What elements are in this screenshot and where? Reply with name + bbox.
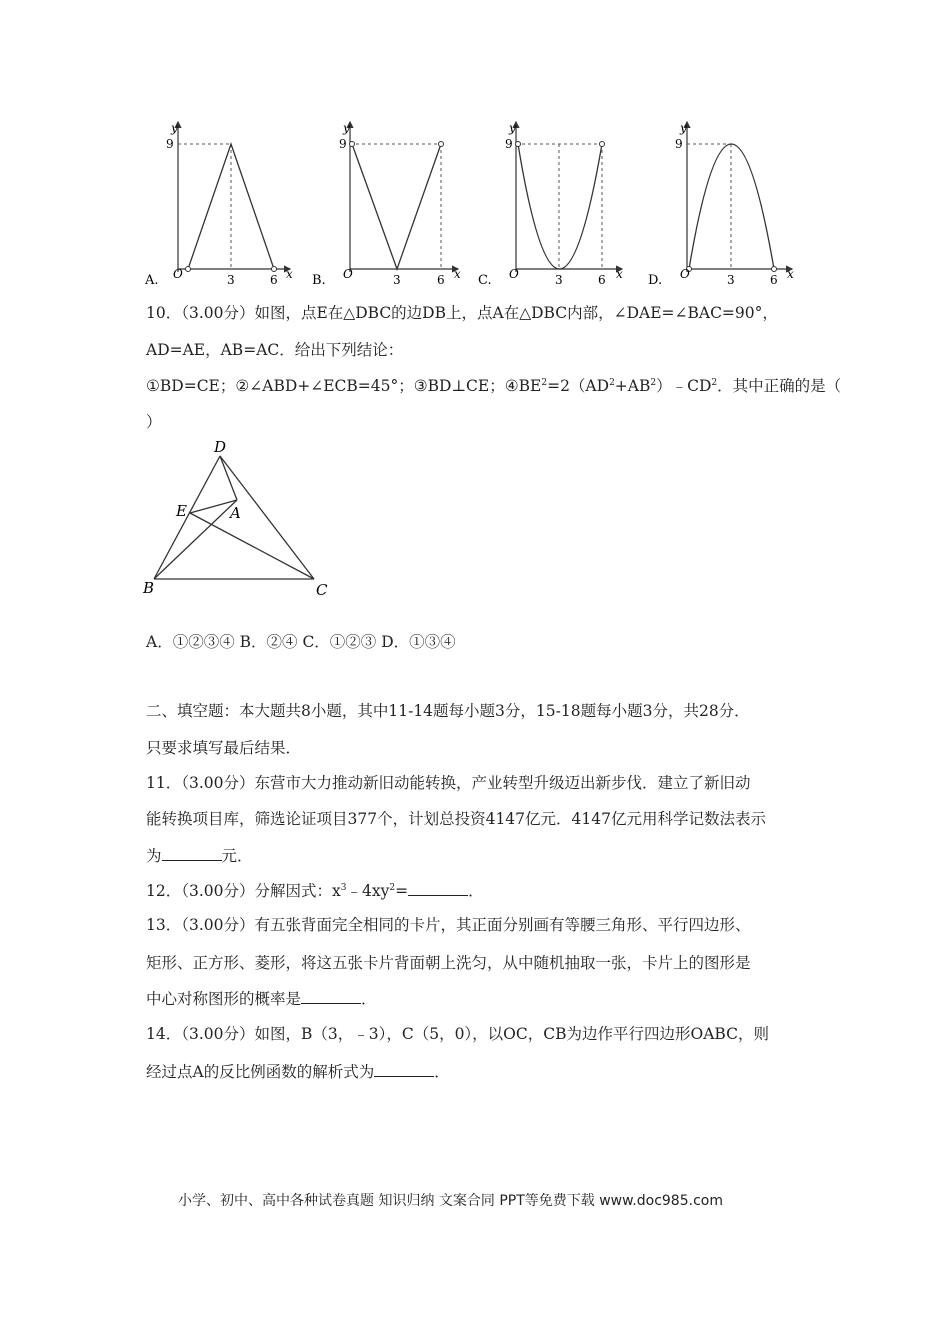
section2-line1: 二、填空题：本大题共8小题，其中11-14题每小题3分，15-18题每小题3分，共28分． bbox=[146, 702, 750, 720]
option-b-label: B. bbox=[312, 273, 326, 288]
origin-label: O bbox=[680, 267, 690, 281]
tick-9: 9 bbox=[166, 137, 174, 151]
graph-a bbox=[144, 121, 293, 288]
q10-line2: AD=AE，AB=AC．给出下列结论： bbox=[146, 341, 404, 359]
label-e: E bbox=[176, 502, 187, 520]
option-d-label: D. bbox=[648, 273, 663, 288]
y-label: y bbox=[171, 121, 178, 135]
tick-6: 6 bbox=[598, 273, 606, 287]
answer-blank bbox=[408, 881, 468, 896]
y-label: y bbox=[509, 121, 516, 135]
y-label: y bbox=[680, 121, 687, 135]
x-label: x bbox=[616, 267, 623, 281]
tick-6: 6 bbox=[270, 273, 278, 287]
label-b: B bbox=[143, 579, 155, 597]
x-label: x bbox=[787, 267, 794, 281]
q11-line1: 11．（3.00分）东营市大力推动新旧动能转换，产业转型升级迈出新步伐．建立了新旧动 bbox=[146, 774, 751, 792]
origin-label: O bbox=[173, 267, 183, 281]
section2-line2: 只要求填写最后结果． bbox=[146, 739, 302, 757]
tick-3: 3 bbox=[727, 273, 735, 287]
q13-line3: 中心对称图形的概率是 ． bbox=[146, 990, 377, 1008]
answer-blank bbox=[374, 1062, 434, 1077]
label-a: A bbox=[230, 504, 241, 522]
q14-line1: 14．（3.00分）如图，B（3，﹣3），C（5，0），以OC，CB为边作平行四边形OABC，则 bbox=[146, 1025, 769, 1043]
tick-9: 9 bbox=[339, 137, 347, 151]
q13-line1: 13．（3.00分）有五张背面完全相同的卡片，其正面分别画有等腰三角形、平行四边形、 bbox=[146, 916, 751, 934]
origin-label: O bbox=[343, 267, 353, 281]
x-label: x bbox=[454, 267, 461, 281]
q10-triangle-figure bbox=[140, 436, 340, 601]
tick-3: 3 bbox=[227, 273, 235, 287]
tick-3: 3 bbox=[393, 273, 401, 287]
q11-line2: 能转换项目库，筛选论证项目377个，计划总投资4147亿元．4147亿元用科学记数法表示 bbox=[146, 810, 766, 828]
page-footer: 小学、初中、高中各种试卷真题 知识归纳 文案合同 PPT等免费下载 www.doc985.com bbox=[178, 1193, 723, 1209]
label-d: D bbox=[214, 438, 227, 456]
answer-blank bbox=[301, 989, 361, 1004]
q12-line: 12．（3.00分）分解因式：$x^3﹣4xy^2=$ ． bbox=[146, 882, 484, 900]
option-a-label: A. bbox=[145, 273, 159, 288]
tick-3: 3 bbox=[555, 273, 563, 287]
q10-line4: ） bbox=[146, 413, 162, 431]
answer-blank bbox=[162, 846, 222, 861]
graph-options-figure bbox=[140, 112, 810, 290]
origin-label: O bbox=[509, 267, 519, 281]
y-label: y bbox=[343, 121, 350, 135]
label-c: C bbox=[316, 581, 328, 599]
q10-line1: 10．（3.00分）如图，点E在△DBC的边DB上，点A在△DBC内部，∠DAE=∠BAC=90°， bbox=[146, 304, 778, 322]
q13-line2: 矩形、正方形、菱形，将这五张卡片背面朝上洗匀，从中随机抽取一张，卡片上的图形是 bbox=[146, 954, 751, 972]
tick-9: 9 bbox=[505, 137, 513, 151]
graph-c bbox=[478, 121, 623, 288]
q10-options: A．①②③④ B．②④ C．①②③ D．①③④ bbox=[146, 633, 456, 651]
q14-line2: 经过点A的反比例函数的解析式为 ． bbox=[146, 1063, 450, 1081]
q10-line3: ①BD=CE；②∠ABD+∠ECB=45°；③BD⊥CE；$④BE^2=2(AD^2+AB^2)﹣CD^2$．其中正确的是（ bbox=[146, 377, 842, 395]
tick-6: 6 bbox=[437, 273, 445, 287]
graph-d bbox=[648, 121, 794, 288]
tick-9: 9 bbox=[675, 137, 683, 151]
q11-line3: 为 元． bbox=[146, 847, 253, 865]
tick-6: 6 bbox=[770, 273, 778, 287]
x-label: x bbox=[286, 267, 293, 281]
graph-b bbox=[312, 121, 461, 288]
option-c-label: C. bbox=[478, 273, 492, 288]
